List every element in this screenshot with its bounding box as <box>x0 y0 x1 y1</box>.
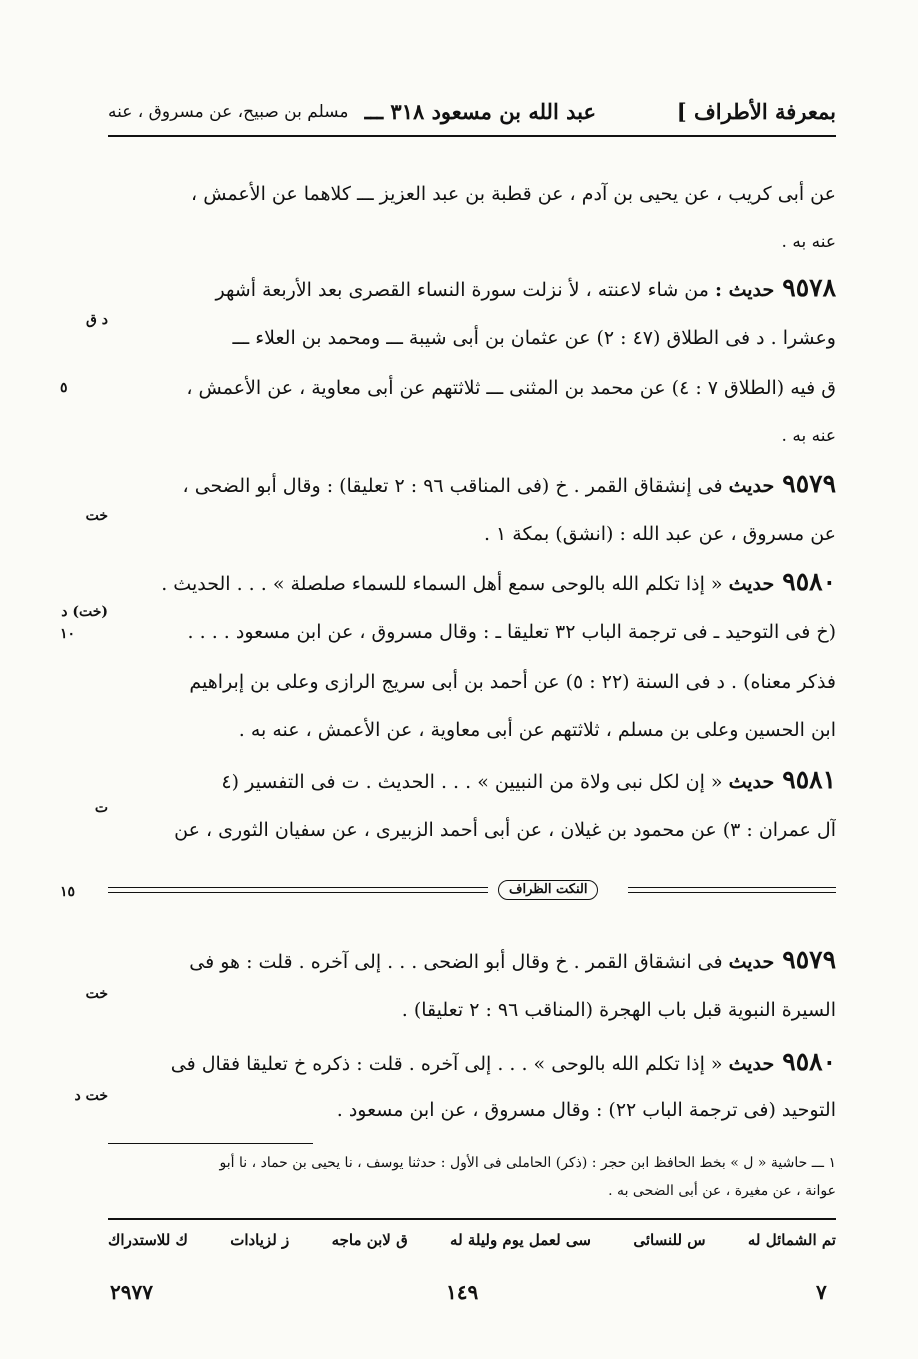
section-divider <box>108 880 836 902</box>
hadith-lead: حديث <box>728 771 775 793</box>
header-main: عبد الله بن مسعود ٣١٨ ـــ <box>364 99 596 124</box>
hadith-entry-9578 <box>108 272 836 304</box>
hadith-text: « إن لكل نبى ولاة من النبيين » . . . الحديث . ت فى التفسير (٤ <box>221 771 723 793</box>
siglum-margin: ت <box>94 800 108 816</box>
body-line: ابن الحسين وعلى بن مسلم ، ثلاثتهم عن أبى معاوية ، عن الأعمش ، عنه به . <box>238 719 836 741</box>
legend-item: ك للاستدراك <box>108 1231 188 1249</box>
header-section: بمعرفة الأطراف ] <box>676 99 836 124</box>
siglum-margin: خت د <box>74 1088 108 1104</box>
hadith-lead: حديث <box>728 475 775 497</box>
footer-total-number: ٢٩٧٧ <box>110 1280 153 1304</box>
siglum-margin: خت <box>85 986 108 1002</box>
hadith-lead: حديث <box>728 951 775 973</box>
siglum-margin: (خت) د <box>61 604 108 620</box>
body-line: وعشرا . د فى الطلاق (٤٧ : ٢) عن عثمان بن أبى شيبة ـــ ومحمد بن العلاء ـــ <box>232 327 836 349</box>
siglum-margin: خت <box>85 508 108 524</box>
legend-item: ز لزيادات <box>230 1231 290 1249</box>
footnote-rule <box>108 1143 313 1144</box>
nukat-entry-9580 <box>108 1046 836 1078</box>
divider-label: النكت الظراف <box>498 880 598 900</box>
hadith-entry-9579 <box>108 468 836 500</box>
volume-number: ٧ <box>816 1280 827 1304</box>
header-chain: مسلم بن صبيح، عن مسروق ، عنه <box>108 102 349 122</box>
body-line: ق فيه (الطلاق ٧ : ٤) عن محمد بن المثنى ـــ ثلاثتهم عن أبى معاوية ، عن الأعمش ، <box>186 377 836 399</box>
sigla-legend <box>108 1226 836 1254</box>
hadith-text: « إذا تكلم الله بالوحى سمع أهل السماء للسماء صلصلة » . . . الحديث . <box>161 573 723 595</box>
body-line: فذكر معناه) . د فى السنة (٢٢ : ٥) عن أحمد بن أبى سريج الرازى وعلى بن إبراهيم <box>189 671 836 693</box>
hadith-text: من شاء لاعنته ، لأ نزلت سورة النساء القصرى بعد الأربعة أشهر <box>215 279 709 301</box>
page-number: ١٤٩ <box>446 1280 479 1304</box>
hadith-number: ٩٥٧٩ <box>782 945 836 974</box>
body-line: عنه به . <box>781 232 836 252</box>
body-line: عنه به . <box>781 426 836 446</box>
hadith-entry-9580 <box>108 566 836 598</box>
hadith-number: ٩٥٨١ <box>782 765 836 794</box>
legend-item: سى لعمل يوم وليلة له <box>450 1231 592 1249</box>
hadith-lead: حديث : <box>714 279 775 301</box>
body-line: (خ فى التوحيد ـ فى ترجمة الباب ٣٢ تعليقا ـ : وقال مسروق ، عن ابن مسعود . . . . <box>187 621 836 643</box>
divider-bar <box>628 887 836 893</box>
nukat-entry-9579 <box>108 944 836 976</box>
margin-line-number: ١٠ <box>60 626 76 642</box>
hadith-entry-9581 <box>108 764 836 796</box>
hadith-number: ٩٥٨٠ <box>782 567 836 596</box>
header-rule <box>108 135 836 137</box>
body-line: السيرة النبوية قبل باب الهجرة (المناقب ٩٦ : ٢ تعليقا) . <box>401 999 836 1021</box>
body-line: التوحيد (فى ترجمة الباب ٢٢) : وقال مسروق ، عن ابن مسعود . <box>336 1099 836 1121</box>
body-line: آل عمران : ٣) عن محمود بن غيلان ، عن أبى أحمد الزبيرى ، عن سفيان الثورى ، عن <box>174 819 836 841</box>
margin-line-number: ٥ <box>60 380 68 396</box>
hadith-number: ٩٥٨٠ <box>782 1047 836 1076</box>
margin-line-number: ١٥ <box>60 884 76 900</box>
hadith-number: ٩٥٧٨ <box>782 273 836 302</box>
legend-rule <box>108 1218 836 1220</box>
running-header <box>108 92 836 132</box>
hadith-lead: حديث <box>728 573 775 595</box>
legend-item: ق لابن ماجه <box>331 1231 408 1249</box>
hadith-lead: حديث <box>728 1053 775 1075</box>
legend-item: س للنسائى <box>633 1231 706 1249</box>
hadith-text: فى انشقاق القمر . خ وقال أبو الضحى . . . إلى آخره . قلت : هو فى <box>189 951 723 973</box>
legend-item: تم الشمائل له <box>747 1231 836 1249</box>
hadith-text: « إذا تكلم الله بالوحى » . . . إلى آخره . قلت : ذكره خ تعليقا فقال فى <box>170 1053 723 1075</box>
hadith-number: ٩٥٧٩ <box>782 469 836 498</box>
body-line: عن مسروق ، عن عبد الله : (انشق) بمكة ١ . <box>483 523 836 545</box>
body-line: عن أبى كريب ، عن يحيى بن آدم ، عن قطبة بن عبد العزيز ـــ كلاهما عن الأعمش ، <box>191 183 836 205</box>
footnote-line: عوانة ، عن مغيرة ، عن أبى الضحى به . <box>608 1183 836 1199</box>
footnote-line: ١ ـــ حاشية « ل » بخط الحافظ ابن حجر : (ذكر) الحاملى فى الأول : حدثنا يوسف ، نا يحيى بن حماد ، نا أبو <box>219 1155 836 1171</box>
divider-bar <box>108 887 488 893</box>
hadith-text: فى إنشقاق القمر . خ (فى المناقب ٩٦ : ٢ تعليقا) : وقال أبو الضحى ، <box>182 475 723 497</box>
siglum-margin: د ق <box>86 312 108 328</box>
